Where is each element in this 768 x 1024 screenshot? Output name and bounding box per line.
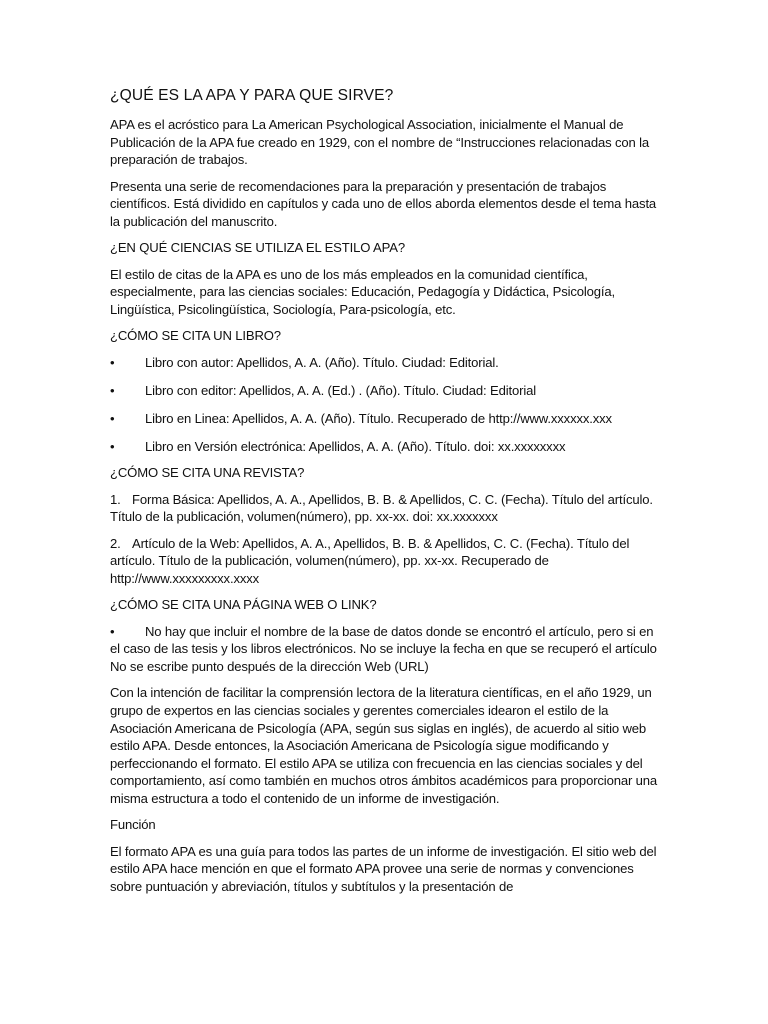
description-paragraph: Presenta una serie de recomendaciones para la preparación y presentación de trabajos científicos. Está dividido en capítulos y cada uno de ellos aborda elementos desde el tema hasta la publicación del manuscrito.: [110, 178, 657, 229]
revista-list-item: [110, 535, 658, 588]
libro-list-item: [110, 382, 658, 400]
bullet-marker: •: [110, 439, 115, 455]
libro-list-item: [110, 438, 658, 456]
section-heading-ciencias: ¿EN QUÉ CIENCIAS SE UTILIZA EL ESTILO APA?: [110, 240, 405, 256]
libro-item-text: Libro con autor: Apellidos, A. A. (Año). Título. Ciudad: Editorial.: [145, 354, 499, 370]
document-title: ¿QUÉ ES LA APA Y PARA QUE SIRVE?: [110, 87, 394, 104]
libro-item-text: Libro en Versión electrónica: Apellidos, A. A. (Año). Título. doi: xx.xxxxxxxx: [145, 439, 566, 455]
libro-list-item: [110, 354, 658, 372]
revista-item-text: Forma Básica: Apellidos, A. A., Apellidos, B. B. & Apellidos, C. C. (Fecha). Título del artículo. Título de la publicación, volumen(número), pp. xx-xx. doi: xx.xxxxxxx: [110, 491, 653, 525]
intro-paragraph: APA es el acróstico para La American Psychological Association, inicialmente el Manual de Publicación de la APA fue creado en 1929, con el nombre de “Instrucciones relacionadas con la preparación de trabajos.: [110, 117, 650, 168]
section-heading-funcion: Función: [110, 817, 156, 833]
section-heading-web: ¿CÓMO SE CITA UNA PÁGINA WEB O LINK?: [110, 597, 377, 613]
document-page: [110, 86, 658, 904]
section-heading-revista: ¿CÓMO SE CITA UNA REVISTA?: [110, 465, 305, 481]
bullet-marker: •: [110, 623, 115, 639]
revista-list-item: [110, 491, 658, 526]
libro-item-text: Libro con editor: Apellidos, A. A. (Ed.) . (Año). Título. Ciudad: Editorial: [145, 382, 536, 398]
funcion-paragraph: El formato APA es una guía para todos las partes de un informe de investigación. El sitio web del estilo APA hace mención en que el formato APA provee una serie de normas y convenciones sobre puntuación y abreviación, títulos y subtítulos y la presentación de: [110, 843, 657, 894]
libro-item-text: Libro en Linea: Apellidos, A. A. (Año). Título. Recuperado de http://www.xxxxxx.xxx: [145, 410, 612, 426]
bullet-marker: •: [110, 410, 115, 426]
ciencias-paragraph: El estilo de citas de la APA es uno de los más empleados en la comunidad científica, especialmente, para las ciencias sociales: Educación, Pedagogía y Didáctica, Psicología, Lingüística, Psicolingüística, Sociología, Para-psicología, etc.: [110, 266, 616, 317]
bullet-marker: •: [110, 382, 115, 398]
item-number: 2.: [110, 535, 121, 551]
web-item-text: No hay que incluir el nombre de la base de datos donde se encontró el artículo, pero si en el caso de las tesis y los libros electrónicos. No se incluye la fecha en que se recuperó el artículo No se escribe punto después de la dirección Web (URL): [110, 623, 657, 674]
section-heading-libro: ¿CÓMO SE CITA UN LIBRO?: [110, 328, 281, 344]
item-number: 1.: [110, 491, 121, 507]
web-list-item: [110, 623, 658, 676]
libro-list-item: [110, 410, 658, 428]
revista-item-text: Artículo de la Web: Apellidos, A. A., Apellidos, B. B. & Apellidos, C. C. (Fecha). Título del artículo. Título de la publicación, volumen(número), pp. xx-xx. Recuperado de http://www.xxxxxxxxx.xxxx: [110, 535, 630, 587]
intencion-paragraph: Con la intención de facilitar la comprensión lectora de la literatura científicas, en el año 1929, un grupo de expertos en las ciencias sociales y gerentes comerciales idearon el estilo de la Asociación Americana de Psicología (APA, según sus siglas en inglés), de acuerdo al sitio web estilo APA. Desde entonces, la Asociación Americana de Psicología sigue modificando y perfeccionando el formato. El estilo APA se utiliza con frecuencia en las ciencias sociales y del comportamiento, así como también en muchos otros ámbitos académicos para proporcionar una misma estructura a todo el contenido de un informe de investigación.: [110, 685, 658, 806]
bullet-marker: •: [110, 354, 115, 370]
